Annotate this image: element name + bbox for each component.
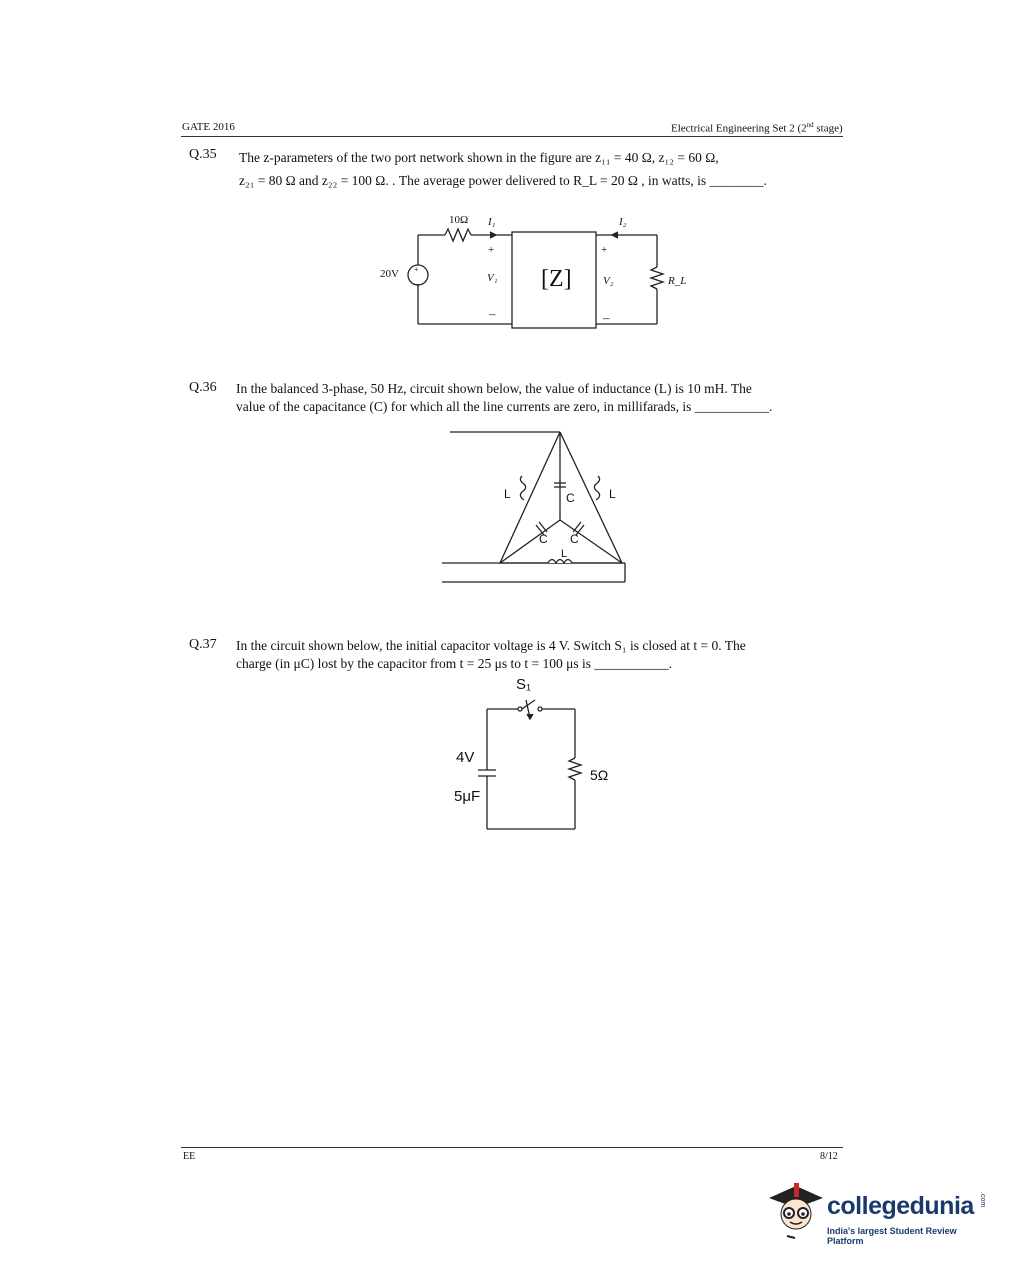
q35-z-block-label: [Z] xyxy=(541,266,572,292)
q36-label-c-left: C xyxy=(539,532,548,546)
header-right: Electrical Engineering Set 2 (2nd stage) xyxy=(671,121,843,135)
q35-line1: The z-parameters of the two port network shown in the figure are z₁₁ = 40 Ω, z₁₂ = 60 Ω, xyxy=(239,150,719,165)
logo-wordmark: collegedunia xyxy=(827,1192,974,1220)
q35-label-i2: I₂ xyxy=(619,216,627,228)
q36-delta-triangle xyxy=(500,432,622,563)
q36-inductor-bottom xyxy=(548,560,572,564)
q37-label-capacitance: 5μF xyxy=(454,788,481,805)
q37-rc-circuit-diagram xyxy=(440,672,630,842)
q36-line1: In the balanced 3-phase, 50 Hz, circuit shown below, the value of inductance (L) is 10 mH. The xyxy=(236,381,752,396)
q36-label-l-bottom: L xyxy=(561,548,568,560)
q37-line2: charge (in μC) lost by the capacitor from t = 25 μs to t = 100 μs is ___________. xyxy=(236,656,673,671)
header-rule xyxy=(181,136,843,137)
q37-label-resistance: 5Ω xyxy=(590,767,609,783)
q36-inductor-right xyxy=(594,476,599,500)
q35-label-i1: I₁ xyxy=(488,216,496,228)
q36-number: Q.36 xyxy=(189,380,217,395)
q35-current-arrow-i1 xyxy=(490,232,496,238)
q35-text xyxy=(239,149,839,190)
q37-switch-contact-left xyxy=(518,707,522,711)
logo-suffix: .com xyxy=(979,1192,986,1208)
q36-label-l-right: L xyxy=(609,487,616,501)
q35-minus-v1: – xyxy=(489,306,496,321)
footer-page-number: 8/12 xyxy=(820,1151,838,1162)
q35-load-resistor xyxy=(651,267,663,289)
q35-label-v1: V₁ xyxy=(487,272,498,284)
q37-label-voltage: 4V xyxy=(456,749,475,766)
q36-text xyxy=(236,380,836,416)
q36-three-phase-diagram xyxy=(440,425,640,585)
header-left: GATE 2016 xyxy=(182,121,235,133)
q35-line2: z₂₁ = 80 Ω and z₂₂ = 100 Ω. . The average power delivered to R_L = 20 Ω , in watts, is ________. xyxy=(239,173,767,188)
q36-label-c-top: C xyxy=(566,491,575,505)
q35-current-arrow-i2 xyxy=(612,232,618,238)
q37-number: Q.37 xyxy=(189,637,217,652)
q35-label-resistor: 10Ω xyxy=(449,214,469,226)
q35-circuit-diagram xyxy=(370,205,690,335)
q37-line1: In the circuit shown below, the initial capacitor voltage is 4 V. Switch S₁ is closed at t = 0. The xyxy=(236,638,746,653)
q37-switch-blade xyxy=(522,700,535,709)
footer-left: EE xyxy=(183,1151,196,1162)
q36-label-c-right: C xyxy=(570,532,579,546)
q35-number: Q.35 xyxy=(189,147,217,162)
logo-tagline: India's largest Student Review Platform xyxy=(827,1226,957,1246)
q35-label-source: 20V xyxy=(380,268,399,280)
q37-label-switch: S₁ xyxy=(516,676,532,693)
mascot-icon xyxy=(765,1180,827,1242)
footer-rule xyxy=(181,1147,843,1148)
collegedunia-logo xyxy=(765,1180,995,1250)
q35-minus-v2: – xyxy=(603,310,610,325)
q37-resistor xyxy=(569,758,581,780)
q35-source-plus: + xyxy=(414,265,419,274)
q36-label-l-left: L xyxy=(504,487,511,501)
q35-label-v2: V₂ xyxy=(603,275,614,287)
q36-inductor-left xyxy=(520,476,525,500)
q35-source-minus: – xyxy=(415,279,419,288)
q37-switch-contact-right xyxy=(538,707,542,711)
q37-text xyxy=(236,637,836,673)
q35-resistor-10ohm xyxy=(445,229,471,241)
q35-label-rl: R_L xyxy=(668,275,687,287)
q36-line2: value of the capacitance (C) for which all the line currents are zero, in millifarads, is ___________. xyxy=(236,399,773,414)
q35-plus-v1: + xyxy=(488,244,495,256)
q35-plus-v2: + xyxy=(601,244,608,256)
